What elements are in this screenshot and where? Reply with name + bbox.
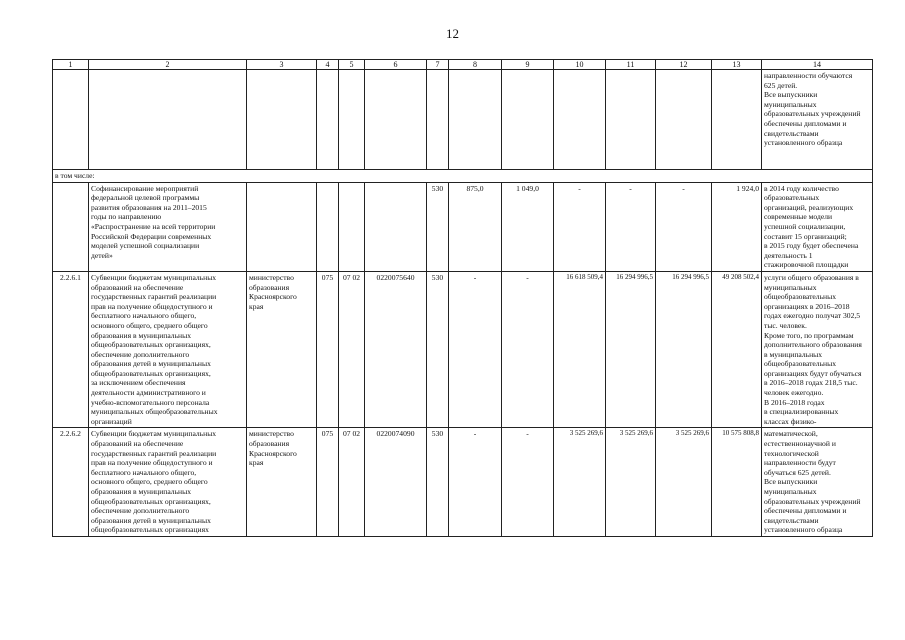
header-cell: 4	[317, 60, 339, 70]
cell	[365, 70, 427, 170]
value-cell: 3 525 269,6	[554, 428, 606, 537]
header-cell: 10	[554, 60, 606, 70]
cell	[449, 70, 502, 170]
cell	[53, 182, 89, 271]
cell	[427, 70, 449, 170]
header-cell: 9	[502, 60, 554, 70]
header-cell: 6	[365, 60, 427, 70]
total-cell: 10 575 808,8	[712, 428, 762, 537]
item-number-cell: 2.2.6.1	[53, 271, 89, 428]
result-cell: услуги общего образования в муниципальных общеобразовательных организациях в 2016–2018 годах ежегодно получат 302,5 тыс. человек. Кроме того, по программам дополнительного образования в муниципальных общеобразовательных организациях будут обучаться в 2016–2018 годах 218,5 тыс. человек ежегодно. В 2016–2018 годах в специализированных классах физико-	[762, 271, 873, 428]
value-cell: 16 294 996,5	[656, 271, 712, 428]
page-number: 12	[446, 26, 459, 41]
table-row-including	[53, 170, 873, 183]
value-cell: 3 525 269,6	[606, 428, 656, 537]
value-cell: -	[502, 271, 554, 428]
cell	[247, 70, 317, 170]
header-cell: 8	[449, 60, 502, 70]
table-row-2261	[53, 271, 873, 428]
header-cell: 14	[762, 60, 873, 70]
cell	[339, 182, 365, 271]
cell	[656, 70, 712, 170]
header-row	[53, 60, 873, 70]
code-cell: 07 02	[339, 271, 365, 428]
header-cell: 3	[247, 60, 317, 70]
cell	[89, 70, 247, 170]
code-cell: 075	[317, 271, 339, 428]
header-cell: 1	[53, 60, 89, 70]
ministry-cell: министерство образования Красноярского края	[247, 271, 317, 428]
code-cell: 07 02	[339, 428, 365, 537]
activity-name-cell: Субвенции бюджетам муниципальных образований на обеспечение государственных гарантий реализации прав на получение общедоступного и бесплатного начального общего, основного общего, среднего общего образования в муниципальных общеобразовательных организациях, обеспечение дополнительного образования детей в муниципальных общеобразовательных организациях	[89, 428, 247, 537]
cell	[606, 70, 656, 170]
value-cell: -	[656, 182, 712, 271]
expense-type-cell: 530	[427, 271, 449, 428]
table-row-continuation	[53, 70, 873, 170]
header-cell: 5	[339, 60, 365, 70]
header-cell: 7	[427, 60, 449, 70]
cell	[712, 70, 762, 170]
result-cell: в 2014 году количество образовательных организаций, реализующих современные модели успешной социализации, составит 15 организаций; в 2015 году будет обеспечена деятельность 1 стажировочной площадки	[762, 182, 873, 271]
value-cell: -	[449, 271, 502, 428]
expense-type-cell: 530	[427, 428, 449, 537]
activity-name-cell: Субвенции бюджетам муниципальных образований на обеспечение государственных гарантий реализации прав на получение общедоступного и бесплатного начального общего, основного общего, среднего общего образования в муниципальных общеобразовательных организациях, обеспечение дополнительного образования детей в муниципальных общеобразовательных организациях, за исключением обеспечения деятельности административного и учебно-вспомогательного персонала муниципальных общеобразовательных организаций	[89, 271, 247, 428]
code-cell: 075	[317, 428, 339, 537]
cell	[53, 70, 89, 170]
value-cell: -	[606, 182, 656, 271]
cell	[339, 70, 365, 170]
value-cell: 16 294 996,5	[606, 271, 656, 428]
including-label: в том числе:	[53, 170, 873, 183]
header-cell: 11	[606, 60, 656, 70]
cell	[365, 182, 427, 271]
header-cell: 13	[712, 60, 762, 70]
total-cell: 49 208 502,4	[712, 271, 762, 428]
result-cell: математической, естественнонаучной и технологической направленности будут обучаться 625 детей. Все выпускники муниципальных образовательных учреждений обеспечены дипломами и свидетельствами установленного образца	[762, 428, 873, 537]
activity-name-cell: Софинансирование мероприятий федеральной целевой программы развития образования на 2011–2015 годы по направлению «Распространение на всей территории Российской Федерации современных моделей успешной социализации детей»	[89, 182, 247, 271]
result-cell: направленности обучаются 625 детей. Все выпускники муниципальных образовательных учреждений обеспечены дипломами и свидетельствами установленного образца	[762, 70, 873, 170]
value-cell: -	[449, 428, 502, 537]
cell	[554, 70, 606, 170]
header-cell: 12	[656, 60, 712, 70]
cell	[247, 182, 317, 271]
table-row-cofinancing	[53, 182, 873, 271]
value-cell: 1 049,0	[502, 182, 554, 271]
cell	[502, 70, 554, 170]
program-table	[52, 59, 873, 537]
value-cell: 16 618 509,4	[554, 271, 606, 428]
cell	[317, 182, 339, 271]
expense-type-cell: 530	[427, 182, 449, 271]
total-cell: 1 924,0	[712, 182, 762, 271]
value-cell: -	[554, 182, 606, 271]
value-cell: 875,0	[449, 182, 502, 271]
item-number-cell: 2.2.6.2	[53, 428, 89, 537]
code-cell: 0220075640	[365, 271, 427, 428]
table-row-2262	[53, 428, 873, 537]
header-cell: 2	[89, 60, 247, 70]
value-cell: -	[502, 428, 554, 537]
code-cell: 0220074090	[365, 428, 427, 537]
value-cell: 3 525 269,6	[656, 428, 712, 537]
cell	[317, 70, 339, 170]
ministry-cell: министерство образования Красноярского края	[247, 428, 317, 537]
